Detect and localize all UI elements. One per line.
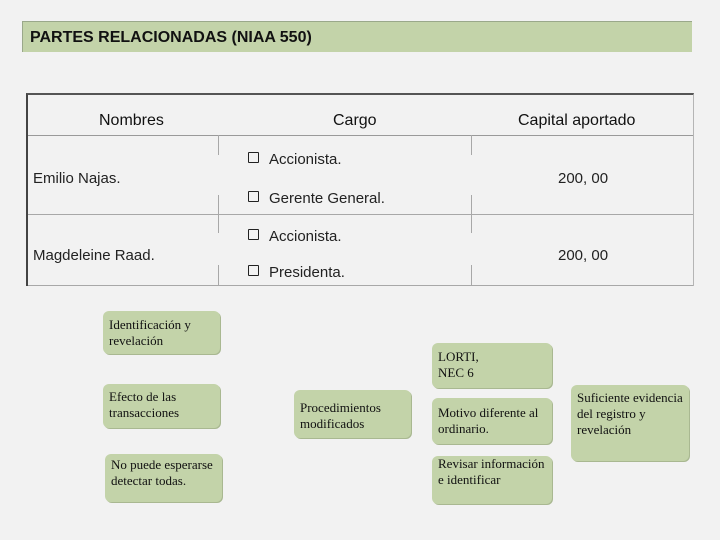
role-label: Accionista. bbox=[269, 151, 342, 168]
table-bottom-border bbox=[28, 285, 693, 286]
cell-divider bbox=[218, 135, 219, 155]
row-name: Emilio Najas. bbox=[33, 170, 121, 187]
node-suficiente: Suficiente evidencia del registro y revelación bbox=[571, 385, 689, 461]
node-no-puede: No puede esperarse detectar todas. bbox=[105, 454, 222, 502]
row-divider bbox=[28, 214, 693, 215]
node-procedimientos: Procedimientos modificados bbox=[294, 390, 411, 438]
header-nombres: Nombres bbox=[99, 112, 164, 129]
cell-divider bbox=[471, 195, 472, 233]
role-label: Presidenta. bbox=[269, 264, 345, 281]
role-label: Accionista. bbox=[269, 228, 342, 245]
role-label: Gerente General. bbox=[269, 190, 385, 207]
row-name: Magdeleine Raad. bbox=[33, 247, 155, 264]
checkbox-bullet-icon bbox=[248, 191, 259, 202]
title-bar bbox=[22, 21, 692, 52]
node-identificacion: Identificación y revelación bbox=[103, 311, 220, 354]
header-divider bbox=[28, 135, 693, 136]
role-item bbox=[248, 228, 342, 245]
cell-divider bbox=[218, 195, 219, 233]
role-item bbox=[248, 264, 345, 281]
node-motivo: Motivo diferente al ordinario. bbox=[432, 398, 552, 444]
cell-divider bbox=[471, 265, 472, 285]
header-capital: Capital aportado bbox=[518, 112, 636, 129]
role-item bbox=[248, 151, 342, 168]
related-parties-table bbox=[26, 93, 694, 286]
node-efecto: Efecto de las transacciones bbox=[103, 384, 220, 428]
row-capital: 200, 00 bbox=[558, 170, 609, 187]
checkbox-bullet-icon bbox=[248, 265, 259, 276]
node-revisar: Revisar información e identificar bbox=[432, 456, 552, 504]
cell-divider bbox=[218, 265, 219, 285]
role-item bbox=[248, 190, 385, 207]
cell-divider bbox=[471, 135, 472, 155]
page-title: PARTES RELACIONADAS (NIAA 550) bbox=[30, 29, 312, 46]
row-capital: 200, 00 bbox=[558, 247, 609, 264]
checkbox-bullet-icon bbox=[248, 229, 259, 240]
header-cargo: Cargo bbox=[333, 112, 377, 129]
checkbox-bullet-icon bbox=[248, 152, 259, 163]
node-lorti: LORTI, NEC 6 bbox=[432, 343, 552, 388]
